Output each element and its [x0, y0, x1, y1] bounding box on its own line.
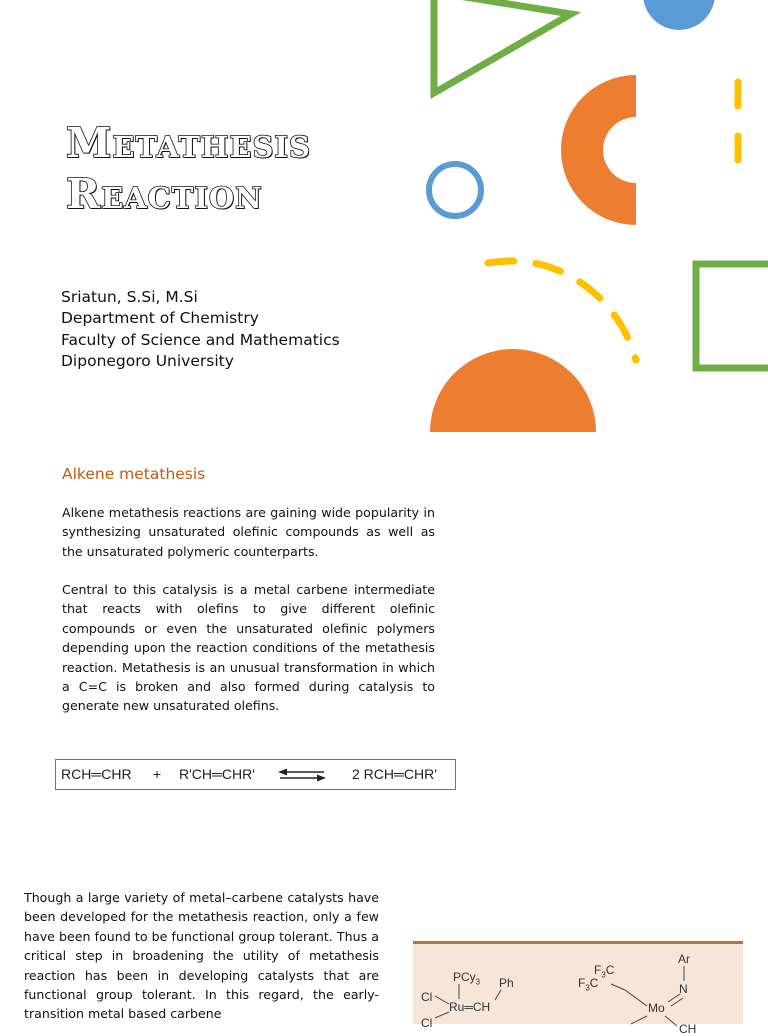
title-line-1: Metathesis [66, 119, 311, 167]
f3c-a-f: F [594, 963, 602, 977]
yellow-dashed-arc-icon [488, 261, 636, 360]
ph-label: Ph [499, 976, 514, 990]
ar-label: Ar [678, 952, 690, 966]
equation-reactant-2: R'CH═CHR' [179, 766, 255, 782]
section-heading: Alkene metathesis [62, 465, 206, 483]
n-label: N [679, 982, 688, 996]
f3c-a-sub: 3 [601, 970, 606, 980]
cl-top-label: Cl [421, 990, 433, 1004]
orange-semicircle-icon [430, 349, 596, 432]
author-block [61, 287, 391, 372]
f3c-b-c: C [589, 976, 599, 990]
ru-ch-label: Ru═CH [449, 1000, 491, 1014]
author-name: Sriatun, S.Si, M.Si [61, 288, 198, 306]
catalyst-bonds-icon [413, 944, 743, 1027]
author-university: Diponegoro University [61, 351, 234, 370]
cl-bottom-label: Cl [421, 1016, 433, 1030]
author-faculty: Faculty of Science and Mathematics [61, 330, 340, 349]
equilibrium-arrows-icon [278, 766, 326, 784]
green-square-outline-icon [696, 264, 768, 368]
f3c-b-f: F [578, 976, 586, 990]
f3c-a-c: C [605, 963, 615, 977]
f3c-b-sub: 3 [585, 983, 590, 993]
catalyst-structures-image [413, 941, 743, 1036]
ch-partial-label: CH [679, 1022, 697, 1036]
paragraph-catalysts: Though a large variety of metal–carbene catalysts have been developed for the metathesis reaction, only a few have been found to be functional group tolerant. Thus a critical step in broadening the utility of metathesis reaction has been in developing catalysts that are functional group tolerant. In this regard, the early-transition metal based carbene [24, 890, 379, 1022]
blue-filled-circle-icon [643, 0, 715, 30]
page-title [66, 118, 386, 220]
paragraph-carbene: Central to this catalysis is a metal carbene intermediate that reacts with olefins to give different olefinic compounds or even the unsaturated olefinic polymers depending upon the reaction conditions of the metathesis reaction. Metathesis is an unusual transformation in which a C=C is broken and also formed during catalysis to generate new unsaturated olefins. [62, 582, 435, 714]
equation-product: 2 RCH═CHR' [352, 766, 437, 782]
paragraph-intro: Alkene metathesis reactions are gaining wide popularity in synthesizing unsaturated olefinic compounds as well as the unsaturated polymeric counterparts. [62, 505, 435, 559]
pcy3-subscript: 3 [475, 977, 481, 987]
reaction-equation [55, 759, 456, 790]
mo-label: Mo [648, 1001, 665, 1015]
title-line-2: Reaction [66, 170, 263, 218]
orange-c-arc-icon [561, 75, 636, 225]
equation-reactant-1: RCH═CHR [61, 766, 132, 782]
author-department: Department of Chemistry [61, 309, 259, 328]
blue-ring-icon [429, 164, 481, 216]
pcy3-text: PCy [453, 970, 476, 984]
green-triangle-icon [434, 0, 571, 93]
equation-plus: + [153, 766, 162, 782]
